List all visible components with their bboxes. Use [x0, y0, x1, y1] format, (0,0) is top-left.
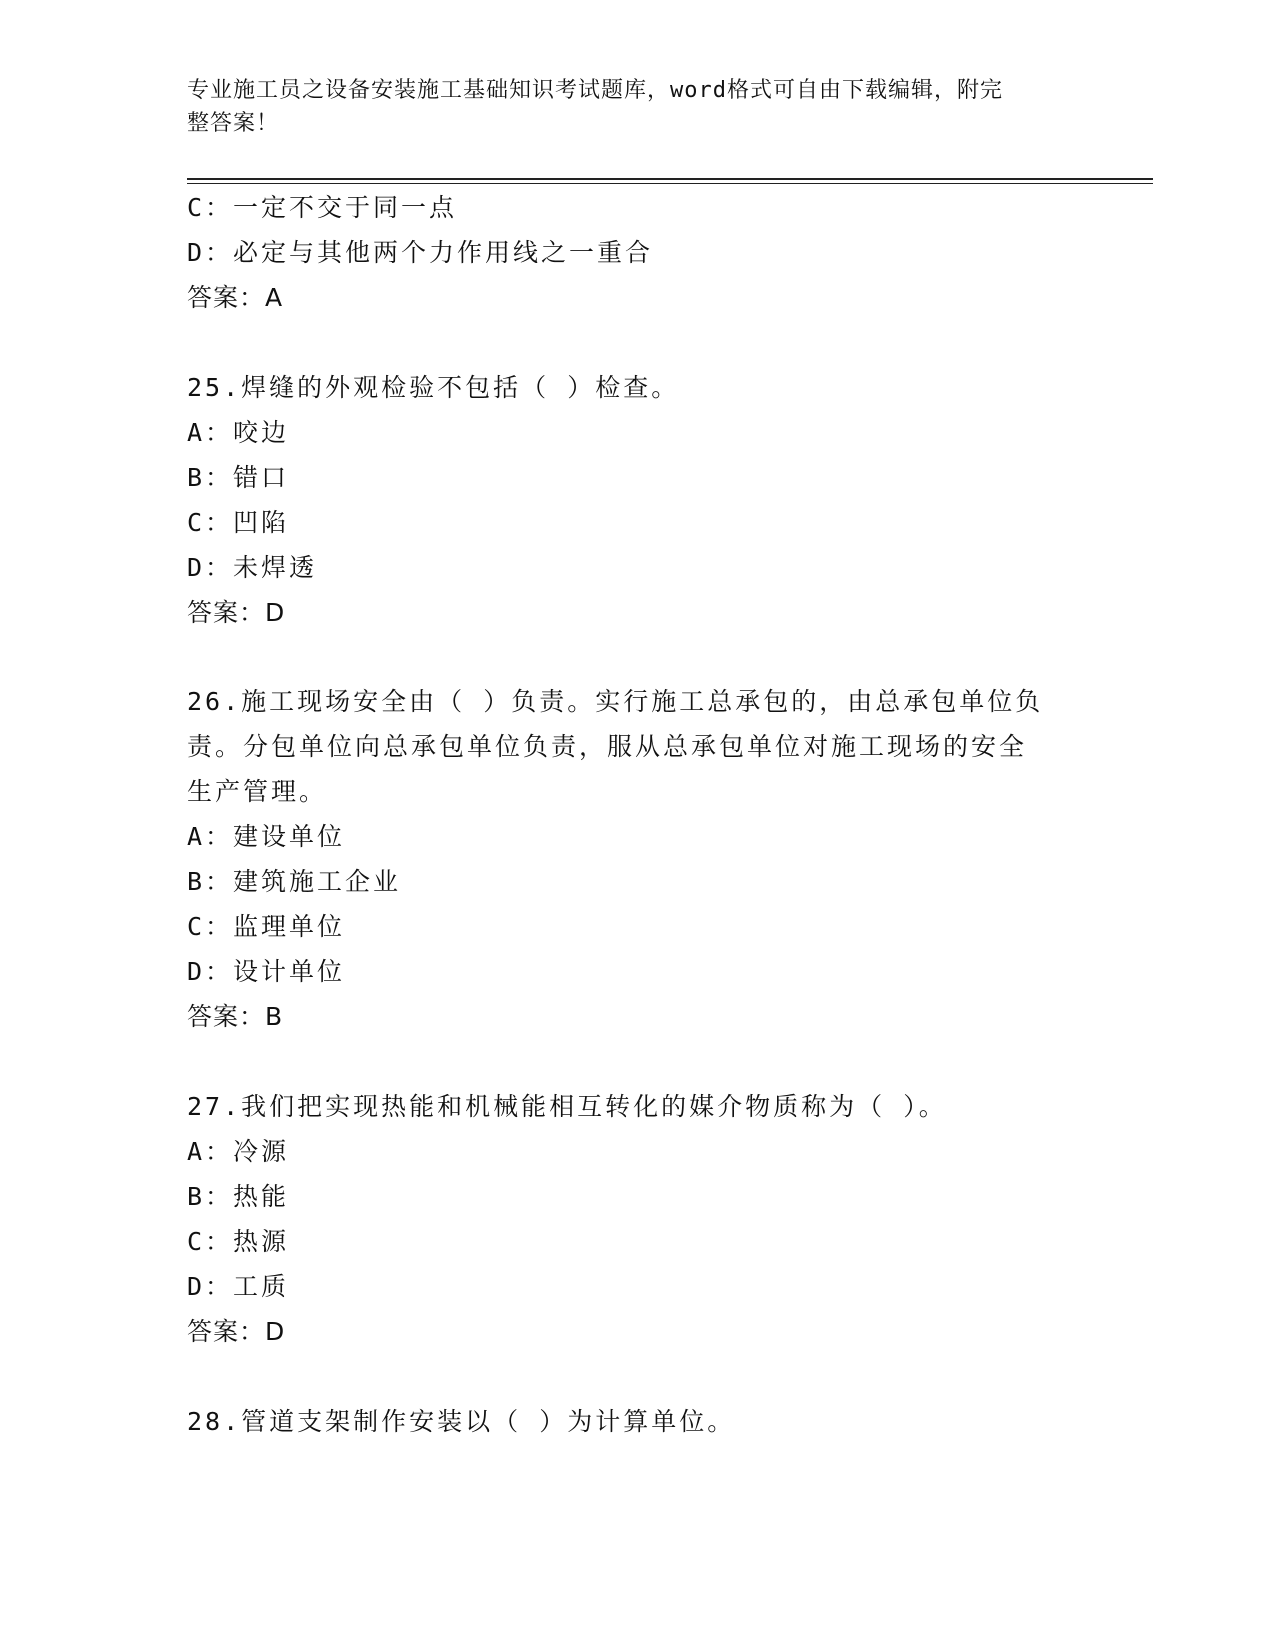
- question-text: 28.管道支架制作安装以（ ）为计算单位。: [187, 1407, 736, 1436]
- option-b: B：热能: [187, 1182, 290, 1211]
- option-d: D：未焊透: [187, 553, 318, 582]
- option-d: D：必定与其他两个力作用线之一重合: [187, 238, 654, 267]
- header-divider-thin: [187, 183, 1153, 184]
- answer: 答案：A: [187, 283, 284, 312]
- answer: 答案：D: [187, 1317, 286, 1346]
- option-b: B：错口: [187, 463, 290, 492]
- option-c: C：凹陷: [187, 508, 290, 537]
- option-c: C：一定不交于同一点: [187, 193, 458, 222]
- option-d: D：设计单位: [187, 957, 346, 986]
- question-text: 25.焊缝的外观检验不包括（ ）检查。: [187, 373, 680, 402]
- option-c: C：监理单位: [187, 912, 346, 941]
- option-a: A：冷源: [187, 1137, 290, 1166]
- option-c: C：热源: [187, 1227, 290, 1256]
- header-divider-thick: [187, 178, 1153, 180]
- header-line-1: 专业施工员之设备安装施工基础知识考试题库，word格式可自由下载编辑，附完: [187, 78, 1003, 103]
- header-line-2: 整答案！: [187, 111, 280, 136]
- question-text: 责。分包单位向总承包单位负责，服从总承包单位对施工现场的安全: [187, 732, 1028, 761]
- option-a: A：建设单位: [187, 822, 346, 851]
- option-b: B：建筑施工企业: [187, 867, 402, 896]
- question-text: 26.施工现场安全由（ ）负责。实行施工总承包的，由总承包单位负: [187, 687, 1044, 716]
- option-a: A：咬边: [187, 418, 290, 447]
- answer: 答案：D: [187, 598, 286, 627]
- question-text: 27.我们把实现热能和机械能相互转化的媒介物质称为（ ）。: [187, 1092, 947, 1121]
- question-text: 生产管理。: [187, 777, 328, 806]
- answer: 答案：B: [187, 1002, 284, 1031]
- option-d: D：工质: [187, 1272, 290, 1301]
- document-header: [187, 74, 1077, 140]
